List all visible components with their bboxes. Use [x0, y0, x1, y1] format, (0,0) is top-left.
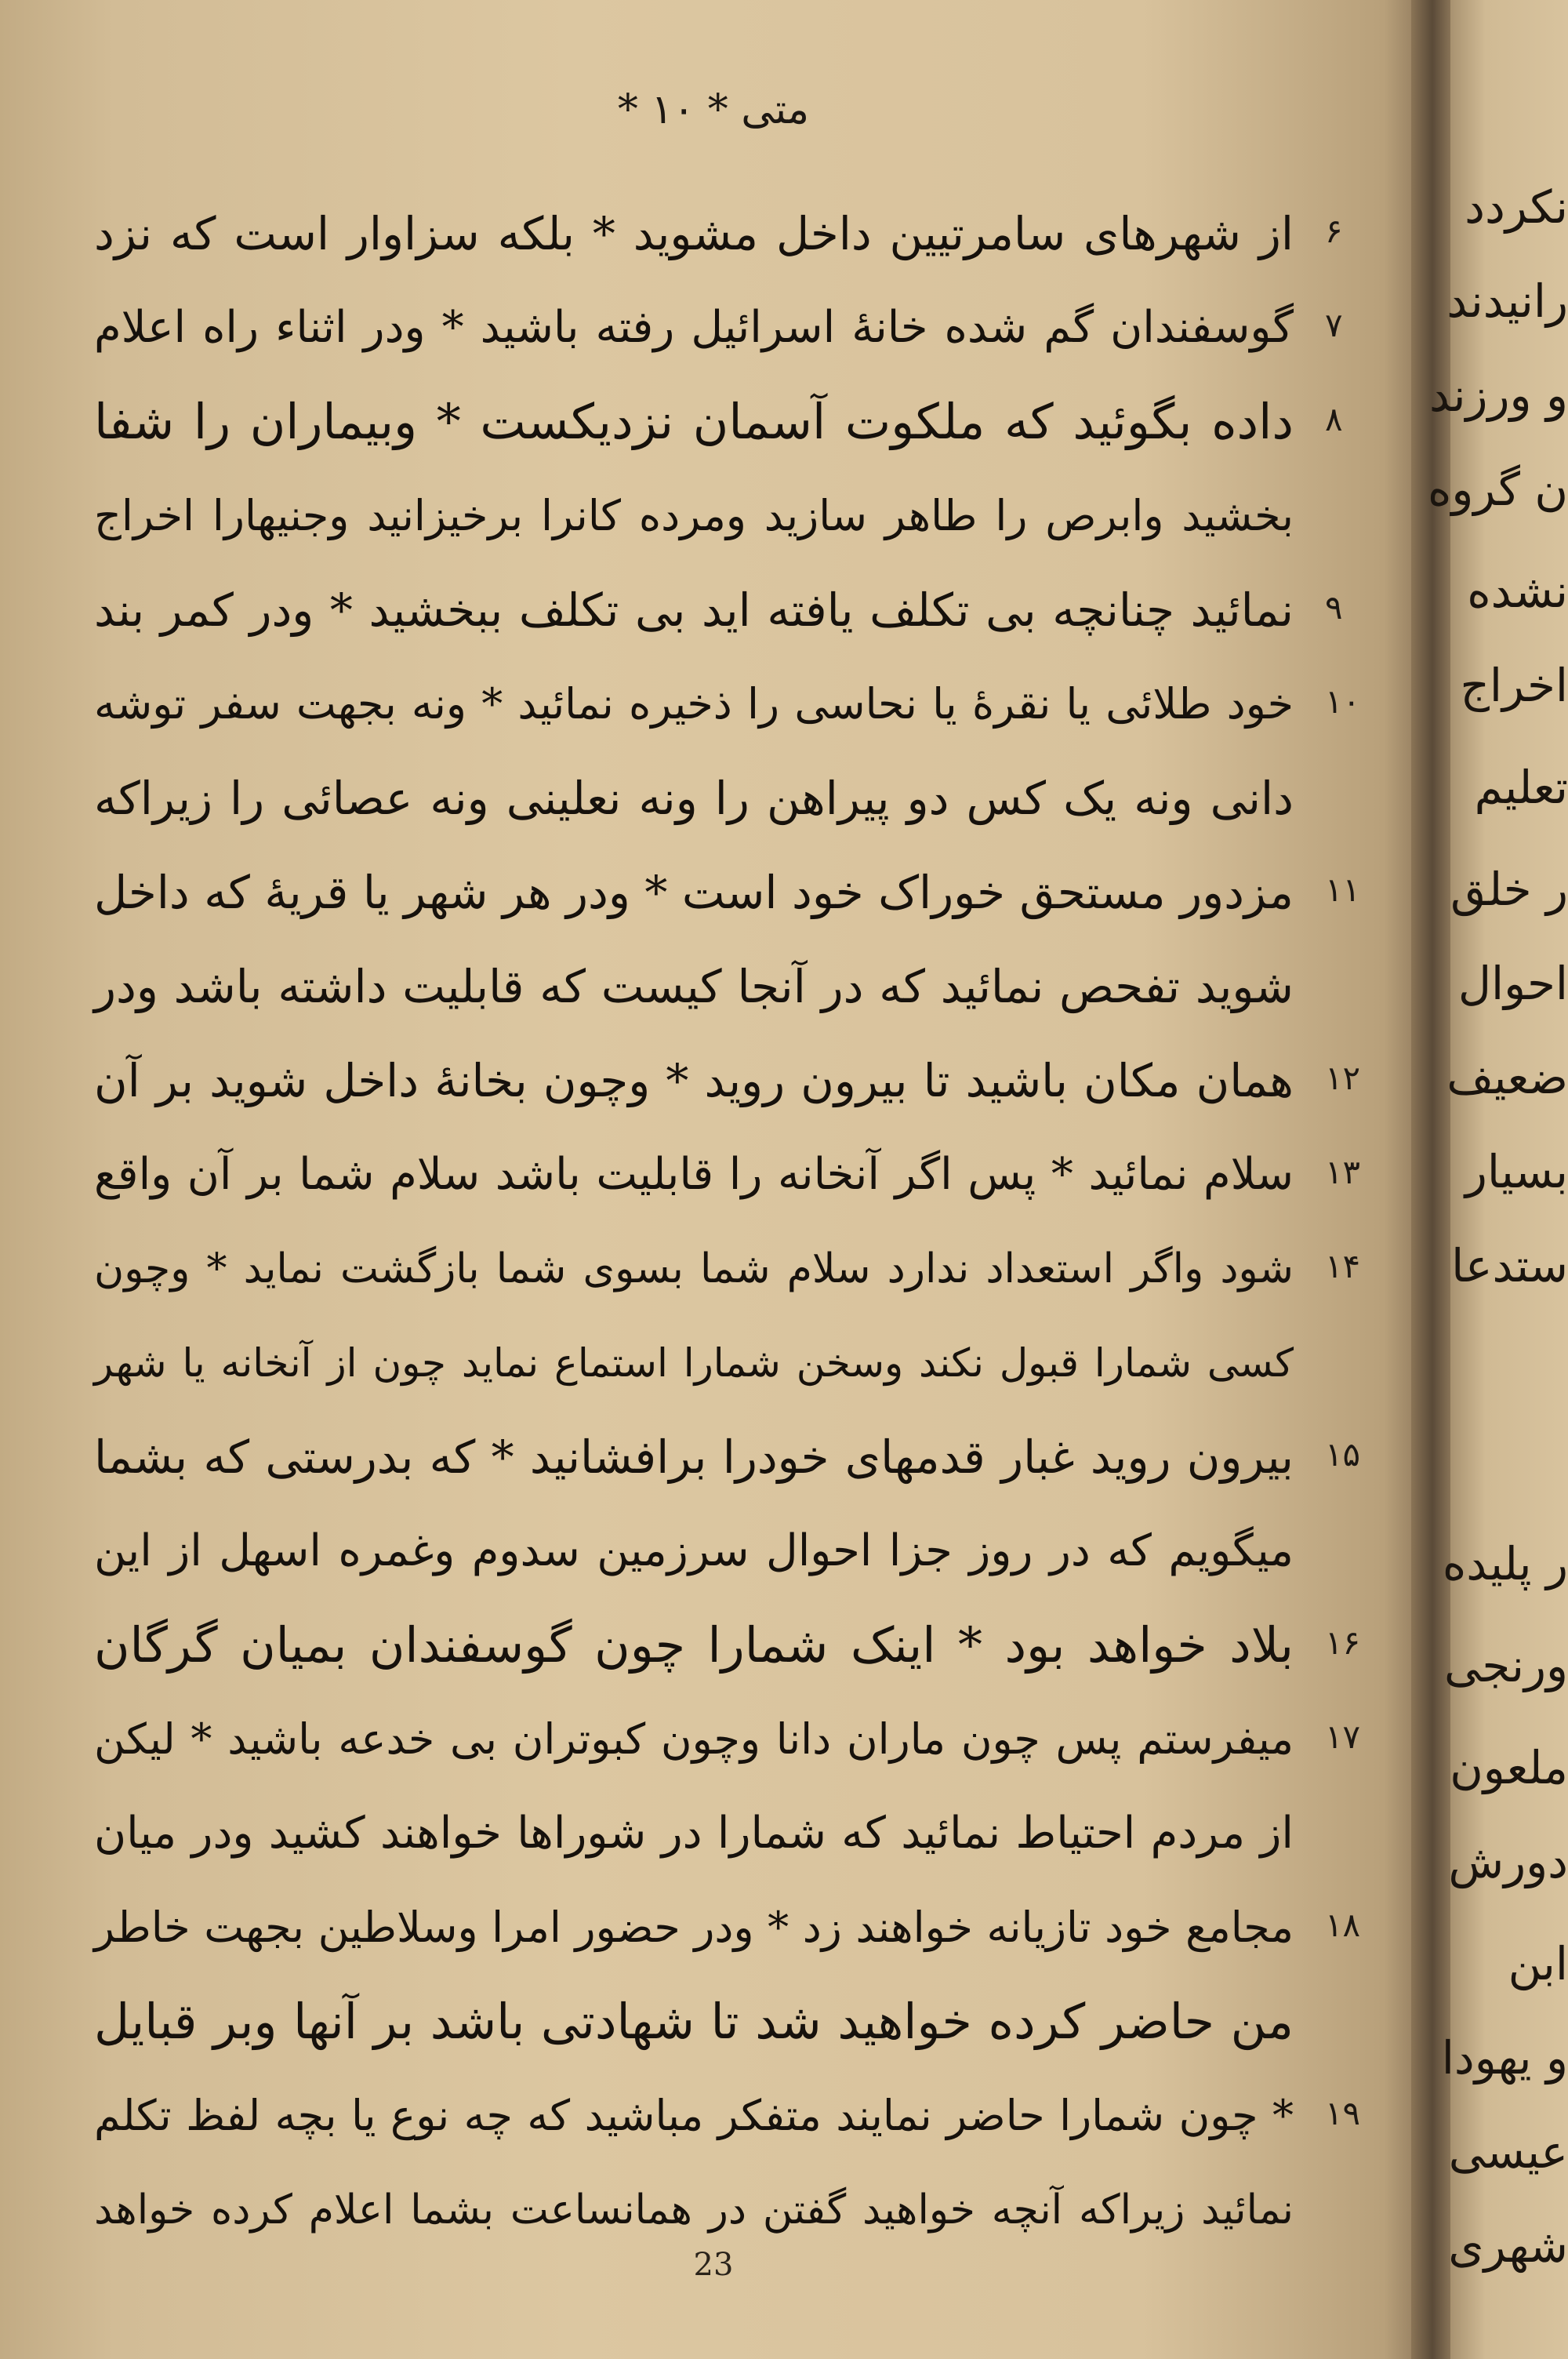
- facing-page-fragment: شهری: [1448, 2219, 1568, 2273]
- text-line: [94, 2165, 1294, 2259]
- line-text: مجامع خود تازیانه خواهند زد * ودر حضور امرا وسلاطین بجهت خاطر: [94, 1903, 1294, 1952]
- text-line: [94, 1976, 1294, 2070]
- verse-number: ۱۹: [1325, 2094, 1361, 2132]
- facing-page-fragment: ر خلق: [1450, 863, 1568, 916]
- line-text: سلام نمائید * پس اگر آنخانه را قابلیت باشد سلام شما بر آن واقع: [94, 1149, 1294, 1200]
- verse-number: ۱۴: [1325, 1247, 1361, 1285]
- text-line: [94, 659, 1361, 753]
- verse-number: ۷: [1325, 306, 1343, 344]
- verse-number: ۱۸: [1325, 1906, 1361, 1944]
- line-text: میفرستم پس چون ماران دانا وچون کبوتران بی خدعه باشید * لیکن: [94, 1714, 1294, 1764]
- facing-page-fragment: اخراج: [1460, 659, 1568, 712]
- facing-page-fragment: احوال: [1457, 957, 1568, 1010]
- text-line: [94, 376, 1343, 471]
- page-number: 23: [693, 2247, 734, 2283]
- line-text: خود طلائی یا نقرهٔ یا نحاسی را ذخیره نمائید * ونه بجهت سفر توشه: [94, 679, 1294, 729]
- text-body: [94, 188, 1361, 2259]
- line-text: بیرون روید غبار قدمهای خودرا برافشانید * که بدرستی که بشما: [94, 1430, 1294, 1484]
- text-line: [94, 1882, 1361, 1976]
- verse-number: ۱۳: [1325, 1153, 1361, 1191]
- text-line: [94, 1223, 1361, 1318]
- line-text: از مردم احتیاط نمائید که شمارا در شوراها خواهند کشید ودر میان: [94, 1808, 1294, 1859]
- line-text: همان مکان باشید تا بیرون روید * وچون بخانهٔ داخل شوید بر آن: [94, 1054, 1294, 1107]
- verse-number: ۱۰: [1325, 682, 1361, 721]
- text-line: [94, 1506, 1294, 1600]
- line-text: شوید تفحص نمائید که در آنجا کیست که قابلیت داشته باشد ودر: [94, 960, 1294, 1013]
- verse-number: ۱۶: [1325, 1623, 1361, 1662]
- line-text: مزدور مستحق خوراک خود است * ودر هر شهر یا قریهٔ که داخل: [94, 866, 1294, 919]
- line-text: داده بگوئید که ملکوت آسمان نزدیکست * وبیماران را شفا: [94, 393, 1294, 450]
- facing-page-fragment: و یهودا: [1441, 2031, 1568, 2085]
- facing-page-fragment: تعلیم: [1474, 761, 1568, 814]
- facing-page-fragment: دورش: [1448, 1835, 1568, 1888]
- facing-page-fragment: ورنجی: [1444, 1639, 1568, 1692]
- text-line: [94, 188, 1343, 282]
- line-text: دانی ونه یک کس دو پیراهن را ونه نعلینی ونه عصائی را زیراکه: [94, 772, 1294, 825]
- facing-page-fragment: و ورزند: [1428, 369, 1568, 422]
- verse-number: ۸: [1325, 400, 1343, 438]
- verse-number: ۶: [1325, 212, 1343, 250]
- text-line: [94, 1129, 1361, 1223]
- verse-number: ۱۱: [1325, 871, 1361, 909]
- line-text: بخشید وابرص را طاهر سازید ومرده کانرا برخیزانید وجنیهارا اخراج: [94, 491, 1294, 540]
- running-head: متی * ۱۰ *: [617, 86, 810, 133]
- text-line: [94, 753, 1294, 847]
- text-line: [94, 1412, 1361, 1506]
- facing-page-fragment: ملعون: [1450, 1741, 1568, 1794]
- line-text: بلاد خواهد بود * اینک شمارا چون گوسفندان بمیان گرگان: [94, 1616, 1294, 1674]
- text-line: [94, 565, 1343, 659]
- facing-page-fragment: عیسی: [1448, 2125, 1568, 2179]
- line-text: من حاضر کرده خواهید شد تا شهادتی باشد بر آنها وبر قبایل: [94, 1993, 1294, 2050]
- line-text: * چون شمارا حاضر نمایند متفکر مباشید که چه نوع یا بچه لفظ تکلم: [94, 2091, 1294, 2140]
- facing-page-fragment: نشده: [1467, 565, 1568, 618]
- text-line: [94, 1788, 1294, 1882]
- text-line: [94, 2070, 1361, 2165]
- text-line: [94, 1035, 1361, 1129]
- line-text: کسی شمارا قبول نکند وسخن شمارا استماع نماید چون از آنخانه یا شهر: [94, 1340, 1294, 1386]
- facing-page-fragment: ضعیف: [1446, 1051, 1568, 1104]
- line-text: نمائید زیراکه آنچه خواهید گفتن در همانساعت بشما اعلام کرده خواهد: [94, 2186, 1294, 2234]
- line-text: میگویم که در روز جزا احوال سرزمین سدوم وغمره اسهل از این: [94, 1525, 1294, 1576]
- verse-number: ۱۷: [1325, 1717, 1361, 1756]
- text-line: [94, 1694, 1361, 1788]
- line-text: از شهرهای سامرتیین داخل مشوید * بلکه سزاوار است که نزد: [94, 207, 1294, 260]
- facing-page-fragment: ستدعا: [1451, 1239, 1568, 1292]
- verse-number: ۱۵: [1325, 1435, 1361, 1474]
- text-line: [94, 941, 1294, 1035]
- line-text: گوسفندان گم شده خانهٔ اسرائیل رفته باشید * ودر اثناء راه اعلام: [94, 302, 1294, 353]
- text-line: [94, 1600, 1361, 1694]
- facing-page-fragment: ن گروه: [1427, 463, 1568, 516]
- line-text: نمائید چنانچه بی تکلف یافته اید بی تکلف ببخشید * ودر کمر بند: [94, 583, 1294, 637]
- text-line: [94, 1318, 1294, 1412]
- text-line: [94, 471, 1294, 565]
- facing-page-fragment: ر پلیده: [1442, 1537, 1568, 1590]
- facing-page: [1427, 0, 1568, 2359]
- text-line: [94, 847, 1361, 941]
- line-text: شود واگر استعداد ندارد سلام شما بسوی شما بازگشت نماید * وچون: [94, 1245, 1294, 1292]
- text-line: [94, 282, 1343, 376]
- facing-page-fragment: ابن: [1508, 1937, 1568, 1990]
- verse-number: ۹: [1325, 588, 1343, 627]
- facing-page-fragment: نکردد: [1465, 180, 1568, 234]
- verse-number: ۱۲: [1325, 1059, 1361, 1097]
- facing-page-fragment: بسیار: [1465, 1145, 1568, 1198]
- facing-page-fragment: رانیدند: [1446, 274, 1568, 328]
